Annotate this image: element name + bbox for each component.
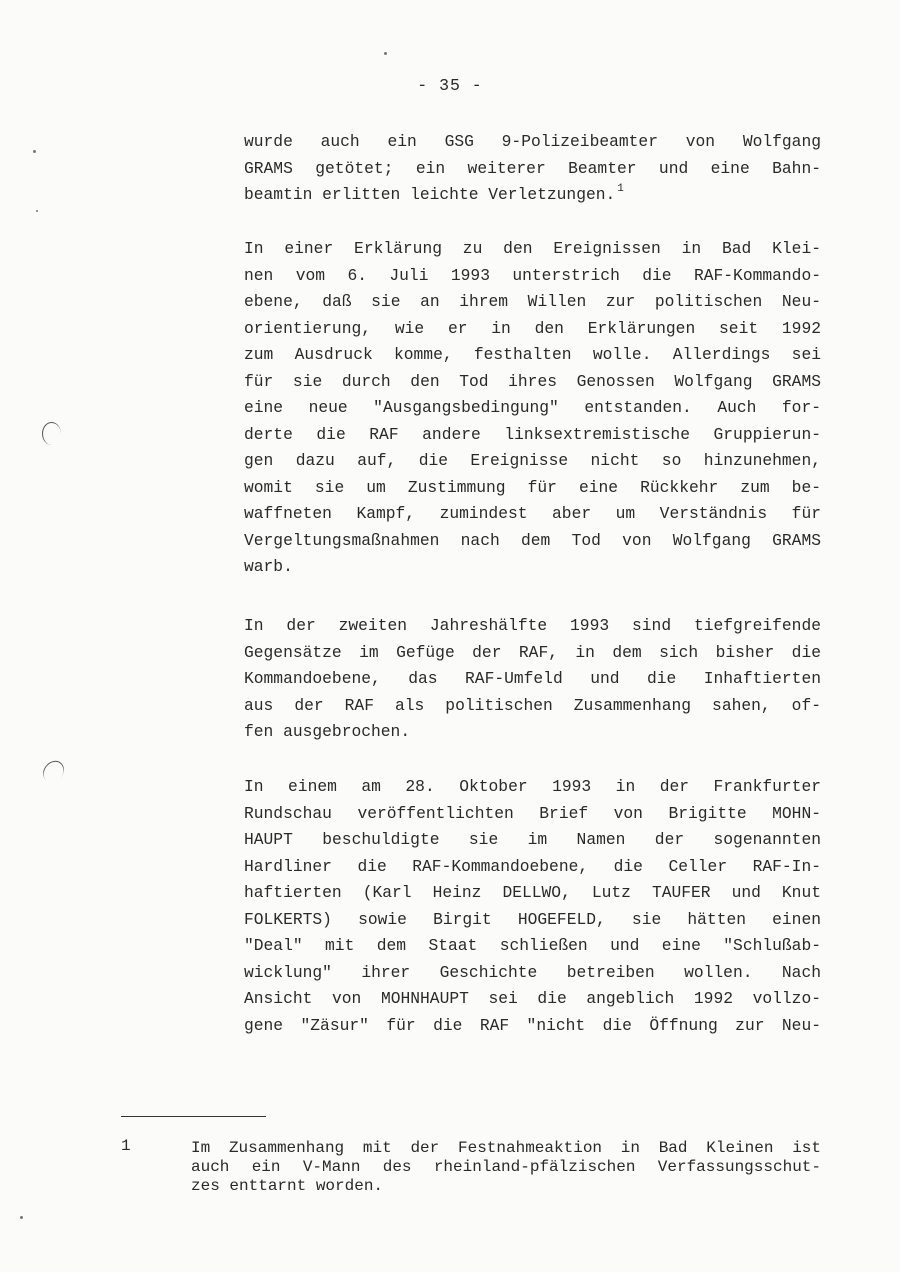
- footnote-line: Im Zusammenhang mit der Festnahmeaktion in Bad Kleinen ist: [191, 1139, 821, 1157]
- text-line: warb.: [244, 557, 293, 576]
- text-line: für sie durch den Tod ihres Genossen Wolfgang GRAMS: [244, 371, 821, 391]
- paragraph-2: [244, 236, 821, 581]
- footnote-divider: [121, 1116, 266, 1117]
- scan-artifact-speck: [384, 52, 387, 55]
- text-line: HAUPT beschuldigte sie im Namen der sogenannten: [244, 830, 821, 849]
- text-line: nen vom 6. Juli 1993 unterstrich die RAF-Kommando-: [244, 265, 821, 285]
- text-line: [244, 182, 821, 211]
- footnote-mark: 1: [121, 1137, 131, 1155]
- text-line: Vergeltungsmaßnahmen nach dem Tod von Wolfgang GRAMS: [244, 530, 821, 550]
- text-line: In der zweiten Jahreshälfte 1993 sind tiefgreifende: [244, 616, 821, 635]
- scan-artifact-speck: [36, 210, 38, 212]
- footnote-reference: 1: [617, 183, 624, 195]
- text-line: GRAMS getötet; ein weiterer Beamter und eine Bahn-: [244, 158, 821, 178]
- text-line: Ansicht von MOHNHAUPT sei die angeblich 1992 vollzo-: [244, 989, 821, 1008]
- page-number: - 35 -: [417, 76, 483, 95]
- text-line: wurde auch ein GSG 9-Polizeibeamter von Wolfgang: [244, 132, 821, 151]
- text-line: ebene, daß sie an ihrem Willen zur politischen Neu-: [244, 292, 821, 311]
- paragraph-1: [244, 129, 821, 211]
- text-line-content: beamtin erlitten leichte Verletzungen.: [244, 185, 616, 204]
- text-line: Rundschau veröffentlichten Brief von Brigitte MOHN-: [244, 803, 821, 823]
- text-line: gene "Zäsur" für die RAF "nicht die Öffnung zur Neu-: [244, 1015, 821, 1035]
- text-line: Hardliner die RAF-Kommandoebene, die Celler RAF-In-: [244, 856, 821, 876]
- text-line: "Deal" mit dem Staat schließen und eine "Schlußab-: [244, 936, 821, 955]
- text-line: derte die RAF andere linksextremistische Gruppierun-: [244, 424, 821, 444]
- text-line: gen dazu auf, die Ereignisse nicht so hinzunehmen,: [244, 451, 821, 470]
- scan-artifact-arc: [42, 422, 61, 445]
- paragraph-3: [244, 613, 821, 746]
- footnote-text: [191, 1139, 821, 1196]
- text-line: fen ausgebrochen.: [244, 722, 411, 741]
- text-line: eine neue "Ausgangsbedingung" entstanden. Auch for-: [244, 398, 821, 417]
- text-line: wicklung" ihrer Geschichte betreiben wollen. Nach: [244, 962, 821, 982]
- scan-artifact-speck: [20, 1216, 23, 1219]
- text-line: Gegensätze im Gefüge der RAF, in dem sich bisher die: [244, 642, 821, 662]
- text-line: orientierung, wie er in den Erklärungen seit 1992: [244, 318, 821, 338]
- text-line: waffneten Kampf, zumindest aber um Verständnis für: [244, 504, 821, 523]
- text-line: womit sie um Zustimmung für eine Rückkehr zum be-: [244, 477, 821, 497]
- text-line: aus der RAF als politischen Zusammenhang sahen, of-: [244, 695, 821, 715]
- scan-artifact-arc: [39, 757, 68, 787]
- footnote-line: zes enttarnt worden.: [191, 1177, 384, 1195]
- paragraph-4: [244, 774, 821, 1039]
- text-line: haftierten (Karl Heinz DELLWO, Lutz TAUFER und Knut: [244, 883, 821, 902]
- scan-artifact-speck: [33, 150, 36, 153]
- text-line: FOLKERTS) sowie Birgit HOGEFELD, sie hätten einen: [244, 909, 821, 929]
- text-line: zum Ausdruck komme, festhalten wolle. Allerdings sei: [244, 345, 821, 364]
- text-line: Kommandoebene, das RAF-Umfeld und die Inhaftierten: [244, 669, 821, 688]
- footnote-line: auch ein V-Mann des rheinland-pfälzischen Verfassungsschut-: [191, 1158, 821, 1176]
- text-line: In einem am 28. Oktober 1993 in der Frankfurter: [244, 777, 821, 796]
- text-line: In einer Erklärung zu den Ereignissen in Bad Klei-: [244, 239, 821, 258]
